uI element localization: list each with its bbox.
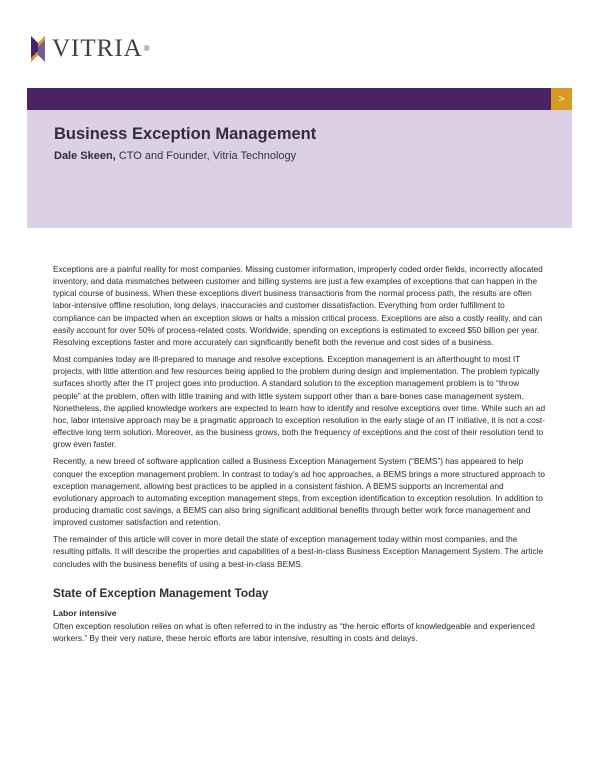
trademark-symbol: ®	[143, 44, 151, 53]
body-paragraph: Exceptions are a painful reality for most companies. Missing customer information, improperly coded order fields, incorrectly allocated inventory, and data mismatches between customer and billing systems are just a few examples of exceptions that can happen in the typical course of business. When these exceptions divert business transactions from the normal process path, the results are often labor-intensive offline resolution, long delays, inaccuracies and customer dissatisfaction. Everything from order fulfillment to compliance can be impacted when an exception slows or halts a mission critical process. Exceptions are also a costly reality, and can easily account for over 50% of process-related costs. Worldwide, spending on exceptions is estimated to exceed $50 billion per year. Resolving exceptions faster and more accurately can significantly benefit both the revenue and cost sides of a business.	[53, 264, 543, 347]
author-role: CTO and Founder, Vitria Technology	[115, 150, 297, 162]
body-paragraph: Most companies today are ill-prepared to manage and resolve exceptions. Exception management is an afterthought to most IT projects, with little attention and few resources being applied to the problem during design and implementation. The problem typically surfaces shortly after the IT project goes into production. A standard solution to the exception management problem is to “throw people” at the problem, often with little training and with little system support other than a bare-bones case management system. Nonetheless, the applied knowledge workers are expected to learn how to identify and resolve exceptions over time. While such an ad hoc, labor intensive approach may be a pragmatic approach to exception resolution in the early stage of an IT initiative, it is not a cost-effective long term solution. Moreover, as the business grows, both the frequency of exceptions and the cost of their resolution tend to grow even faster.	[53, 354, 546, 450]
author-name: Dale Skeen,	[54, 150, 116, 162]
body-paragraph: Often exception resolution relies on what is often referred to in the industry as “the heroic efforts of knowledgeable and experienced workers.” By their very nature, these heroic efforts are labor intensive, resulting in costs and delays.	[53, 620, 535, 643]
next-arrow-button[interactable]: >	[551, 88, 572, 110]
body-paragraph: The remainder of this article will cover in more detail the state of exception management today within most companies, and the resulting pitfalls. It will describe the properties and capabilities of a best-in-class Business Exception Management System. The article concludes with the business benefits of using a best-in-class BEMS.	[53, 534, 544, 569]
body-paragraph: Recently, a new breed of software application called a Business Exception Management System (“BEMS”) has appeared to help conquer the exception management problem. In contrast to today’s ad hoc approaches, a BEMS brings a more structured approach to exception management, allowing best practices to be applied in a consistent fashion. A BEMS supports an incremental and evolutionary approach to automating exception management steps, from exception identification to exception resolution. In addition to producing dramatic cost savings, a BEMS can also bring significant additional benefits through better work force management and improved customer satisfaction and retention.	[53, 456, 545, 528]
vitria-logo	[28, 34, 151, 64]
section-heading: State of Exception Management Today	[53, 585, 269, 600]
author-line	[54, 149, 296, 163]
subsection-heading: Labor intensive	[53, 607, 117, 618]
article-title: Business Exception Management	[54, 125, 317, 143]
logo-wordmark: VITRIA®	[52, 35, 151, 62]
vitria-logo-mark-icon	[28, 34, 48, 64]
article-header	[27, 110, 572, 228]
article-body	[53, 263, 547, 649]
header-purple-band	[27, 88, 551, 110]
